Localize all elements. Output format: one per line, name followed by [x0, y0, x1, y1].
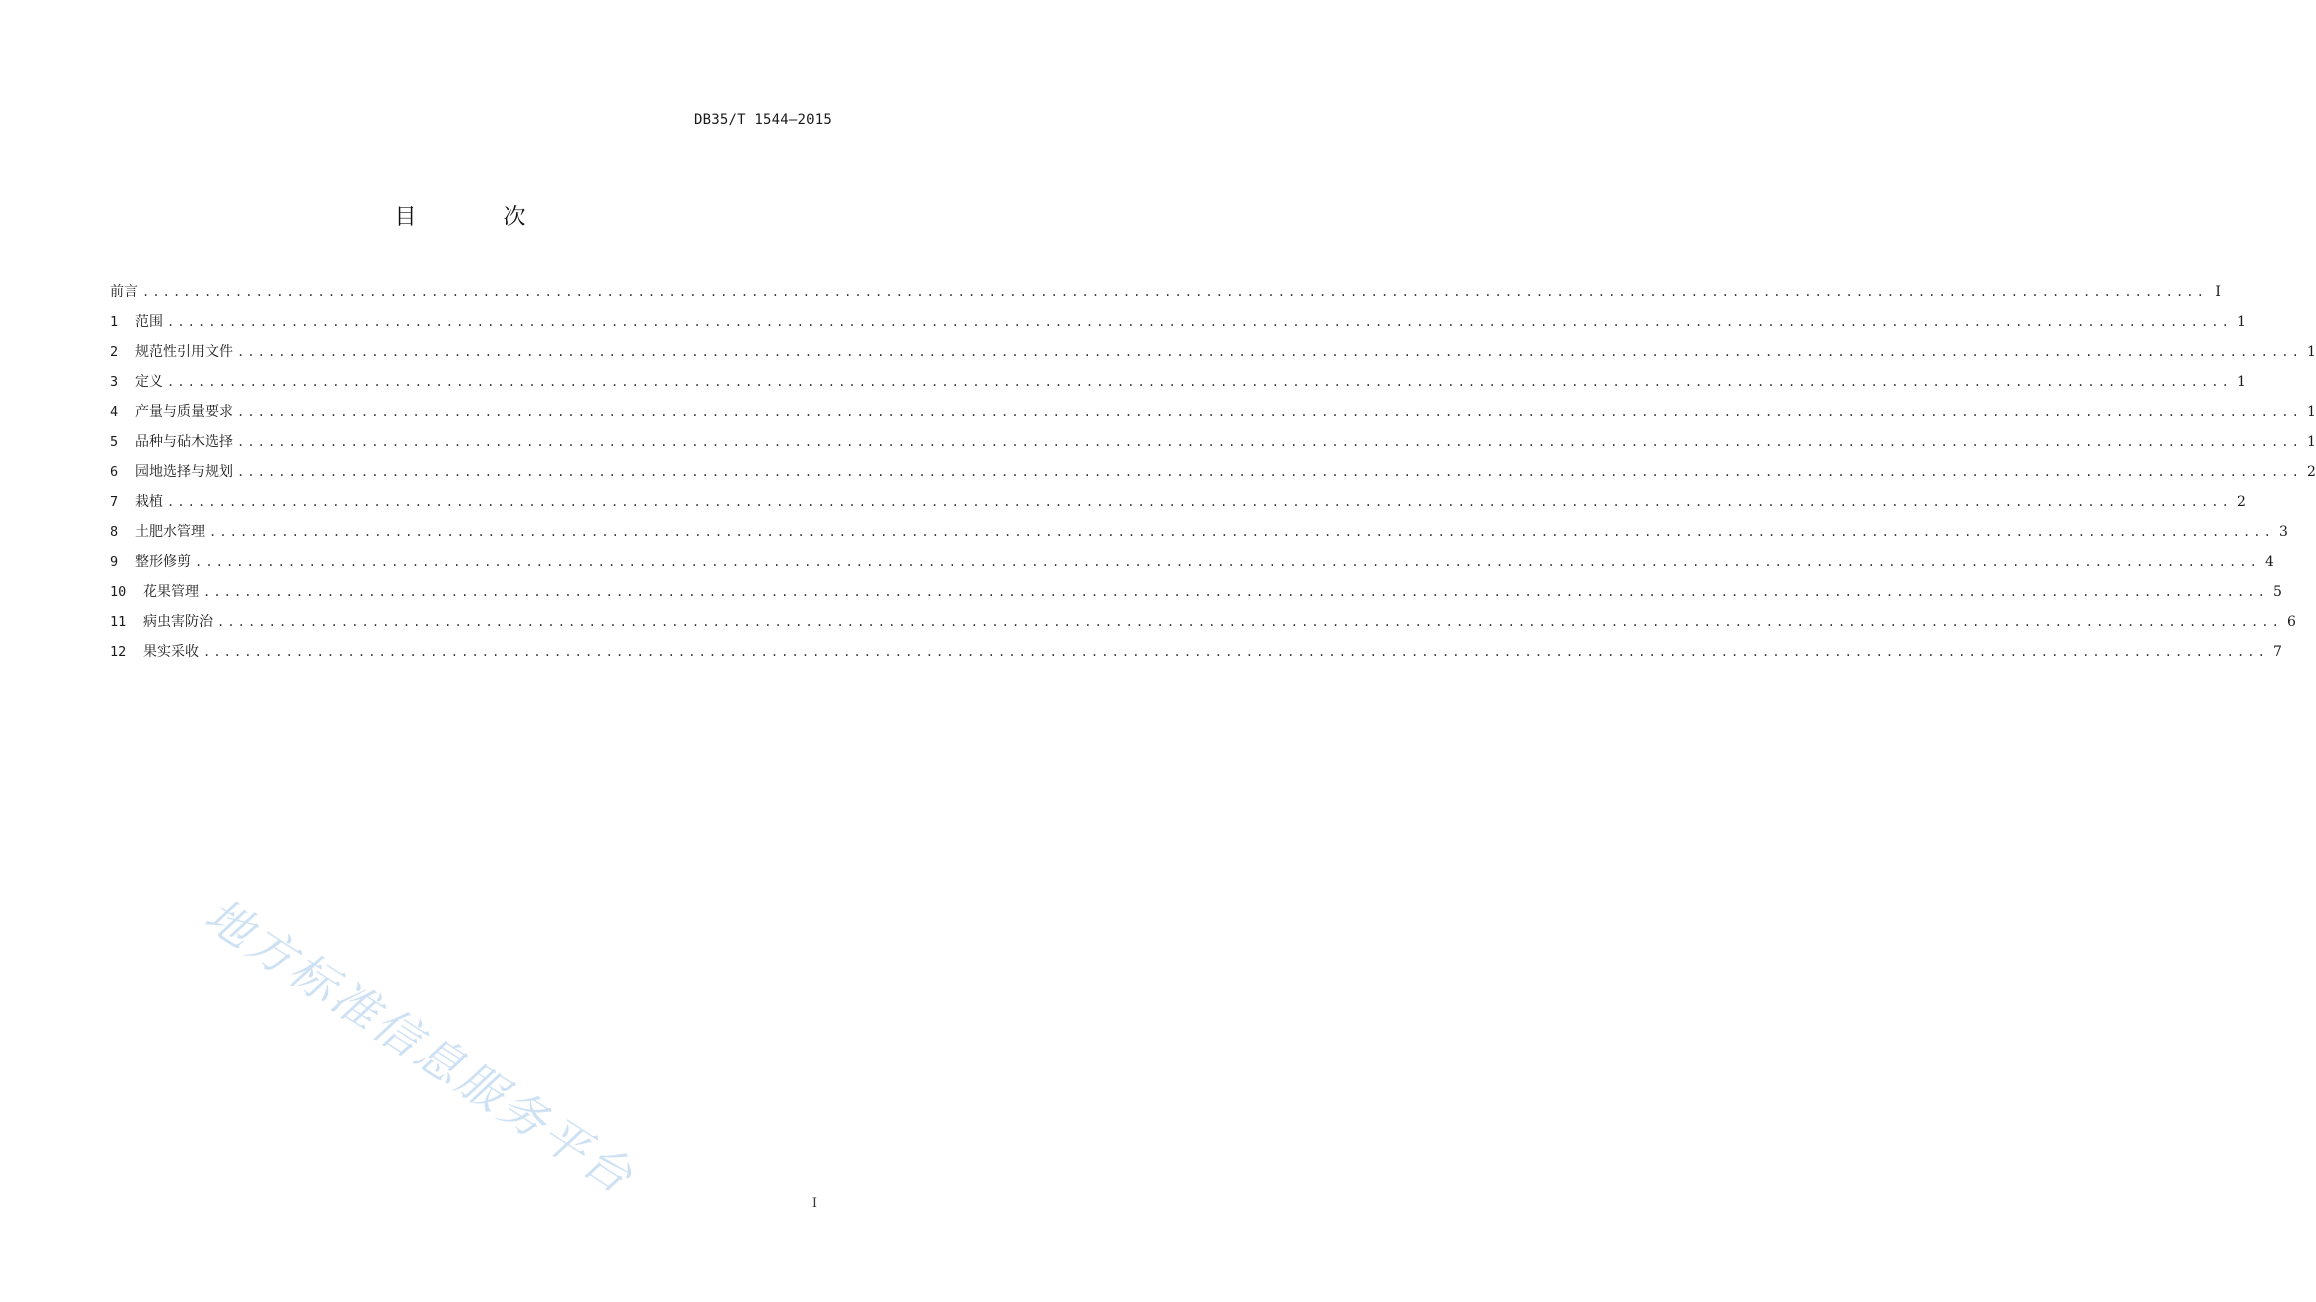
- toc-entry-number: 7: [110, 494, 119, 510]
- toc-entry-label: 病虫害防治: [143, 614, 213, 630]
- toc-entry-page: 1: [2237, 314, 2246, 330]
- toc-dot-leader: ........................................................................................................................................................................................................: [142, 285, 2207, 299]
- toc-dot-leader: ........................................................................................................................................................................................................: [203, 585, 2268, 599]
- toc-entry-label: 范围: [135, 314, 163, 330]
- toc-title: 目 次: [394, 205, 566, 230]
- toc-entry[interactable]: [110, 517, 2288, 547]
- toc-entry-page: 1: [2307, 404, 2316, 420]
- toc-entry-label: 果实采收: [143, 644, 199, 660]
- toc-entry-label: 园地选择与规划: [135, 464, 233, 480]
- toc-dot-leader: ........................................................................................................................................................................................................: [167, 375, 2232, 389]
- toc-entry[interactable]: [110, 367, 2246, 397]
- toc-entry[interactable]: [110, 607, 2296, 637]
- toc-dot-leader: ........................................................................................................................................................................................................: [237, 345, 2302, 359]
- toc-entry[interactable]: [110, 337, 2316, 367]
- toc-dot-leader: ........................................................................................................................................................................................................: [237, 435, 2302, 449]
- page-number: I: [811, 1196, 817, 1211]
- toc-entry-number: 6: [110, 464, 119, 480]
- toc-entry-page: 2: [2237, 494, 2246, 510]
- toc-entry-page: 1: [2237, 374, 2246, 390]
- watermark: 地方标准信息服务平台: [195, 887, 645, 1206]
- toc-entry-label: 花果管理: [143, 584, 199, 600]
- toc-dot-leader: ........................................................................................................................................................................................................: [217, 615, 2282, 629]
- toc-entry[interactable]: [110, 427, 2316, 457]
- toc-dot-leader: ........................................................................................................................................................................................................: [167, 315, 2232, 329]
- toc-entry-label: 定义: [135, 374, 163, 390]
- toc-entry[interactable]: [110, 307, 2246, 337]
- toc-entry-number: 12: [110, 644, 127, 660]
- toc-entry-number: 3: [110, 374, 119, 390]
- toc-entry[interactable]: [110, 457, 2316, 487]
- toc-entry-number: 2: [110, 344, 119, 360]
- toc-dot-leader: ........................................................................................................................................................................................................: [195, 555, 2260, 569]
- toc-entry-number: 5: [110, 434, 119, 450]
- toc-entry-number: 11: [110, 614, 127, 630]
- toc-entry-number: 8: [110, 524, 119, 540]
- toc-entry-label: 栽植: [135, 494, 163, 510]
- toc-entry-page: 1: [2307, 434, 2316, 450]
- toc-entry-number: 10: [110, 584, 127, 600]
- toc-entry-label: 规范性引用文件: [135, 344, 233, 360]
- toc-entry-page: 5: [2273, 584, 2282, 600]
- toc-entry[interactable]: [110, 577, 2282, 607]
- toc-entry-page: 3: [2279, 524, 2288, 540]
- toc-dot-leader: ........................................................................................................................................................................................................: [209, 525, 2274, 539]
- toc-entry-page: I: [2215, 284, 2221, 300]
- toc-entry[interactable]: [110, 277, 2221, 307]
- toc-entry[interactable]: [110, 397, 2316, 427]
- toc-entry-number: 1: [110, 314, 119, 330]
- toc-dot-leader: ........................................................................................................................................................................................................: [237, 465, 2302, 479]
- toc-entry-label: 土肥水管理: [135, 524, 205, 540]
- toc-dot-leader: ........................................................................................................................................................................................................: [237, 405, 2302, 419]
- toc-entry-page: 6: [2287, 614, 2296, 630]
- toc-entry[interactable]: [110, 487, 2246, 517]
- toc-entry-page: 4: [2265, 554, 2274, 570]
- toc-entry-page: 2: [2307, 464, 2316, 480]
- toc-entry-page: 1: [2307, 344, 2316, 360]
- toc-entry-label: 品种与砧木选择: [135, 434, 233, 450]
- toc-entry[interactable]: [110, 637, 2282, 667]
- toc-dot-leader: ........................................................................................................................................................................................................: [203, 645, 2268, 659]
- toc-entry-label: 产量与质量要求: [135, 404, 233, 420]
- toc-dot-leader: ........................................................................................................................................................................................................: [167, 495, 2232, 509]
- toc-entry-page: 7: [2273, 644, 2282, 660]
- toc-entry-label: 整形修剪: [135, 554, 191, 570]
- standard-code: DB35/T 1544—2015: [693, 112, 832, 128]
- toc-entry[interactable]: [110, 547, 2274, 577]
- toc-entry-number: 4: [110, 404, 119, 420]
- toc-entry-label: 前言: [110, 284, 138, 300]
- table-of-contents: [110, 277, 2316, 667]
- toc-entry-number: 9: [110, 554, 119, 570]
